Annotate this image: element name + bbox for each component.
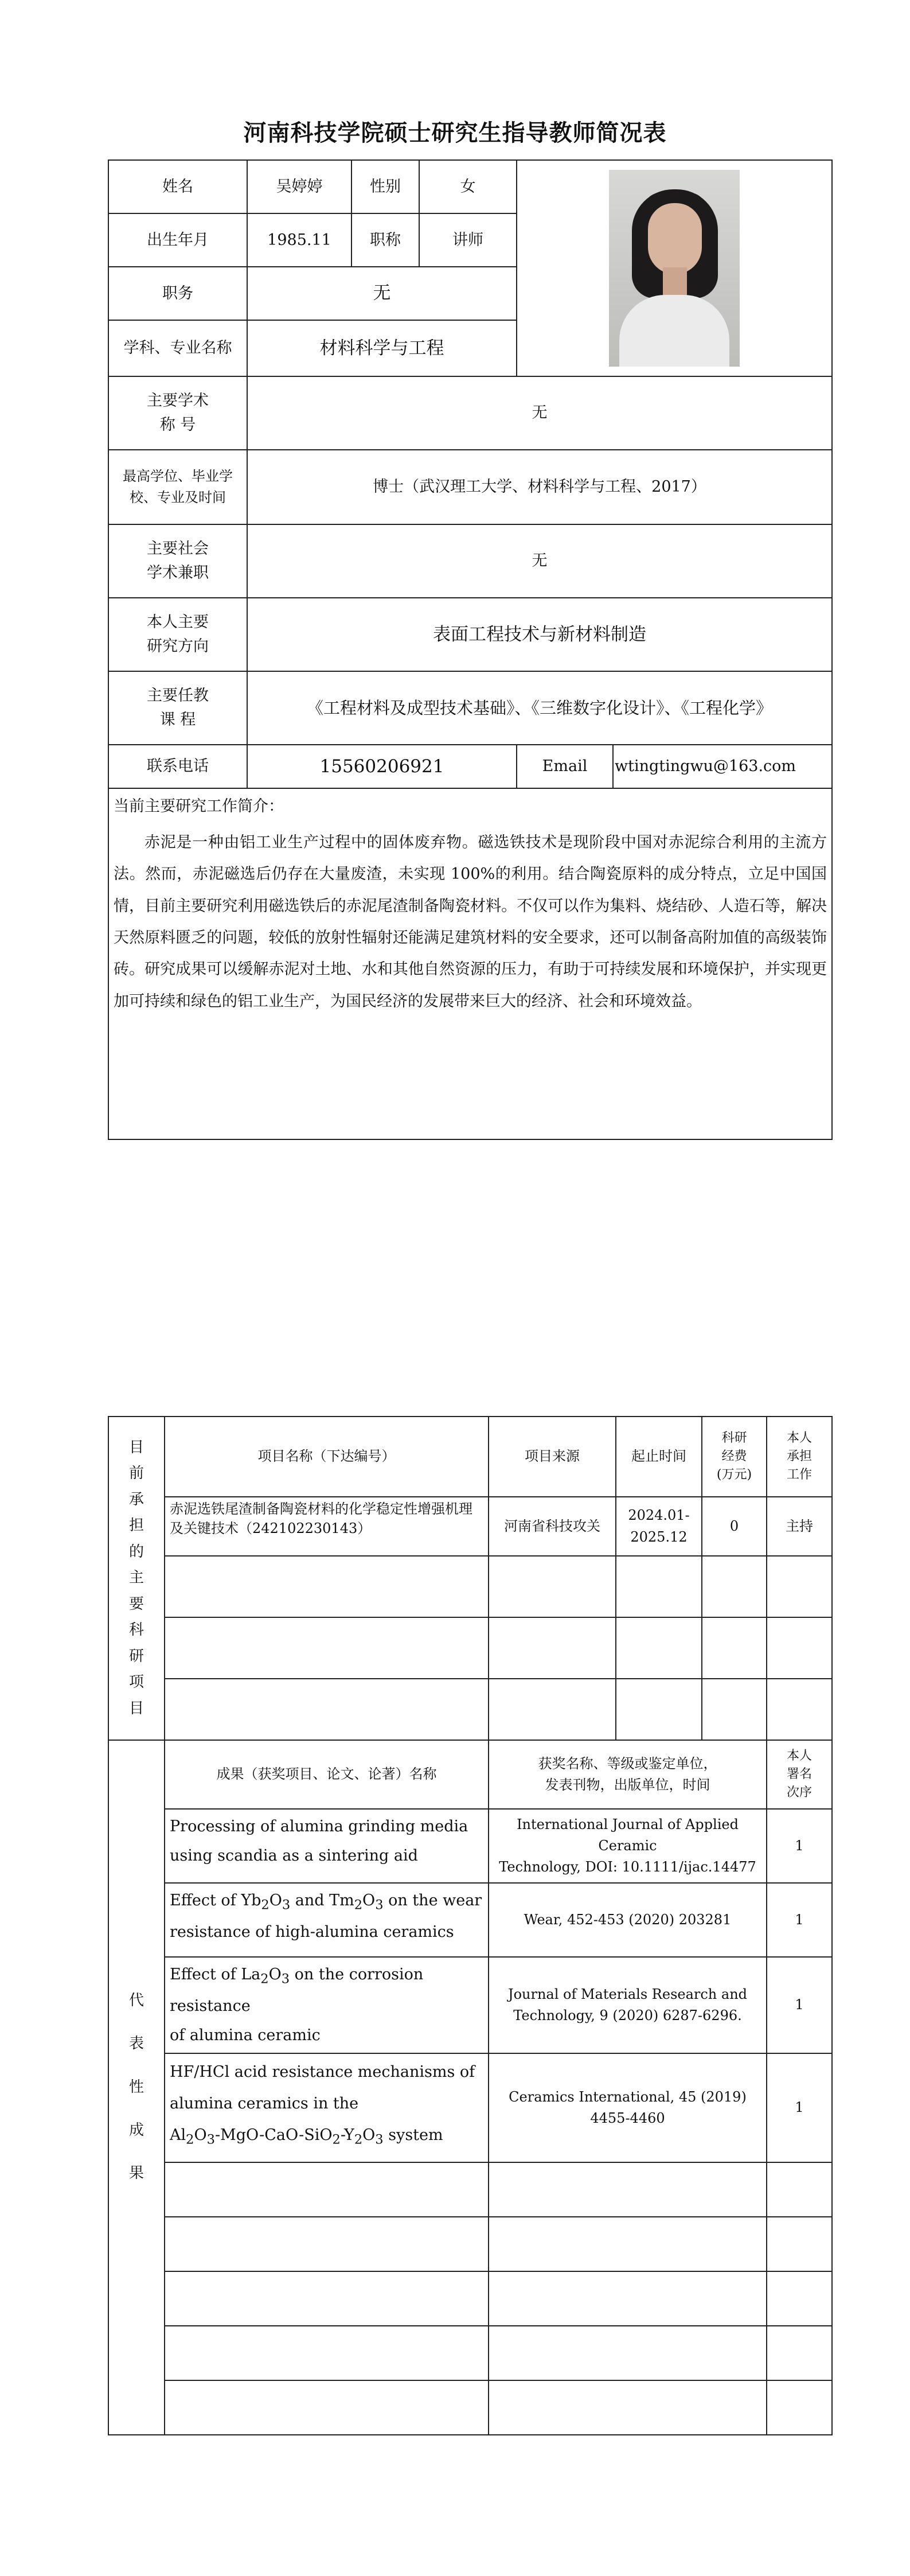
- table-row: [108, 2217, 832, 2271]
- achievement-order: 1: [767, 1957, 832, 2053]
- social-label: 主要社会 学术兼职: [108, 524, 247, 598]
- achievements-side-label: 代 表 性 成 果: [108, 1740, 165, 2435]
- phone-label: 联系电话: [108, 745, 247, 788]
- project-period-header: 起止时间: [616, 1417, 702, 1497]
- achievement-order: 1: [767, 1883, 832, 1957]
- position-label: 职务: [108, 267, 247, 320]
- project-name-header: 项目名称（下达编号）: [165, 1417, 489, 1497]
- birth-value: 1985.11: [247, 213, 351, 267]
- table-row: [108, 1497, 832, 1556]
- gender-value: 女: [419, 160, 517, 213]
- profile-table: [108, 159, 833, 1140]
- rank-label: 职称: [351, 213, 419, 267]
- email-value: wtingtingwu@163.com: [613, 745, 832, 788]
- table-row: [108, 2053, 832, 2162]
- projects-table: [108, 1416, 833, 1741]
- courses-value: 《工程材料及成型技术基础》、《三维数字化设计》、《工程化学》: [247, 671, 832, 745]
- discipline-value: 材料科学与工程: [247, 320, 517, 376]
- projects-side-label: 目 前 承 担 的 主 要 科 研 项 目: [108, 1417, 165, 1740]
- project-role: 主持: [767, 1497, 832, 1556]
- table-row: [108, 1809, 832, 1883]
- table-row: [108, 2271, 832, 2326]
- birth-label: 出生年月: [108, 213, 247, 267]
- degree-value: 博士（武汉理工大学、材料科学与工程、2017）: [247, 450, 832, 524]
- achievement-title: Effect of $La_2O_3$ on the corrosion resistance of alumina ceramic: [165, 1957, 489, 2053]
- work-intro-cell: [108, 788, 832, 1139]
- achievements-table: [108, 1740, 833, 2435]
- achievement-venue: Journal of Materials Research and Technology, 9 (2020) 6287-6296.: [489, 1957, 767, 2053]
- achievement-title: HF/HCl acid resistance mechanisms of alumina ceramics in the $Al_2O_3-MgO-CaO-SiO_2-Y_2O_3$ system: [165, 2053, 489, 2162]
- table-row: [108, 1883, 832, 1957]
- photo-cell: [517, 160, 832, 376]
- table-row: [108, 2380, 832, 2435]
- achievement-title: Processing of alumina grinding media using scandia as a sintering aid: [165, 1809, 489, 1883]
- research-value: 表面工程技术与新材料制造: [247, 598, 832, 671]
- project-source: 河南省科技攻关: [489, 1497, 616, 1556]
- page-title: 河南科技学院硕士研究生指导教师简况表: [243, 120, 667, 146]
- project-source-header: 项目来源: [489, 1417, 616, 1497]
- table-row: [108, 2162, 832, 2217]
- research-label: 本人主要 研究方向: [108, 598, 247, 671]
- table-row: [108, 1679, 832, 1740]
- name-label: 姓名: [108, 160, 247, 213]
- achievement-name-header: 成果（获奖项目、论文、论著）名称: [165, 1740, 489, 1809]
- discipline-label: 学科、专业名称: [108, 320, 247, 376]
- achievement-order: 1: [767, 1809, 832, 1883]
- project-name: 赤泥选铁尾渣制备陶瓷材料的化学稳定性增强机理及关键技术（242102230143）: [165, 1497, 489, 1556]
- project-funding-header: 科研 经费 (万元): [702, 1417, 767, 1497]
- achievement-title: Effect of $Yb_2O_3$ and $Tm_2O_3$ on the wear resistance of high-alumina ceramics: [165, 1883, 489, 1957]
- work-intro-label: 当前主要研究工作简介：: [114, 797, 284, 815]
- name-value: 吴婷婷: [247, 160, 351, 213]
- table-row: [108, 1957, 832, 2053]
- achievement-venue: International Journal of Applied Ceramic Technology, DOI: 10.1111/ijac.14477: [489, 1809, 767, 1883]
- gender-label: 性别: [351, 160, 419, 213]
- portrait-photo: [609, 170, 740, 367]
- project-role-header: 本人 承担 工作: [767, 1417, 832, 1497]
- courses-label: 主要任教 课 程: [108, 671, 247, 745]
- work-intro-text: 赤泥是一种由铝工业生产过程中的固体废弃物。磁选铁技术是现阶段中国对赤泥综合利用的主流方法。然而，赤泥磁选后仍存在大量废渣，未实现 100%的利用。结合陶瓷原料的成分特点，立足中国国情，目前主要研究利用磁选铁后的赤泥尾渣制备陶瓷材料。不仅可以作为集料、烧结砂、人造石等，解决天然原料匮乏的问题，较低的放射性辐射还能满足建筑材料的安全要求，还可以制备高附加值的高级装饰砖。研究成果可以缓解赤泥对土地、水和其他自然资源的压力，有助于可持续发展和环境保护，并实现更加可持续和绿色的铝工业生产，为国民经济的发展带来巨大的经济、社会和环境效益。: [114, 833, 827, 1010]
- email-label: Email: [517, 745, 613, 788]
- achievement-venue-header: 获奖名称、等级或鉴定单位， 发表刊物，出版单位，时间: [489, 1740, 767, 1809]
- table-row: [108, 1617, 832, 1679]
- degree-label: 最高学位、毕业学 校、专业及时间: [108, 450, 247, 524]
- social-value: 无: [247, 524, 832, 598]
- rank-value: 讲师: [419, 213, 517, 267]
- table-row: [108, 1556, 832, 1617]
- phone-value: 15560206921: [247, 745, 517, 788]
- achievement-order-header: 本人 署名 次序: [767, 1740, 832, 1809]
- table-row: [108, 2326, 832, 2380]
- project-funding: 0: [702, 1497, 767, 1556]
- achievement-order: 1: [767, 2053, 832, 2162]
- position-value: 无: [247, 267, 517, 320]
- achievement-venue: Wear, 452-453 (2020) 203281: [489, 1883, 767, 1957]
- project-period: 2024.01- 2025.12: [616, 1497, 702, 1556]
- achievement-venue: Ceramics International, 45 (2019) 4455-4460: [489, 2053, 767, 2162]
- honor-label: 主要学术 称 号: [108, 376, 247, 450]
- honor-value: 无: [247, 376, 832, 450]
